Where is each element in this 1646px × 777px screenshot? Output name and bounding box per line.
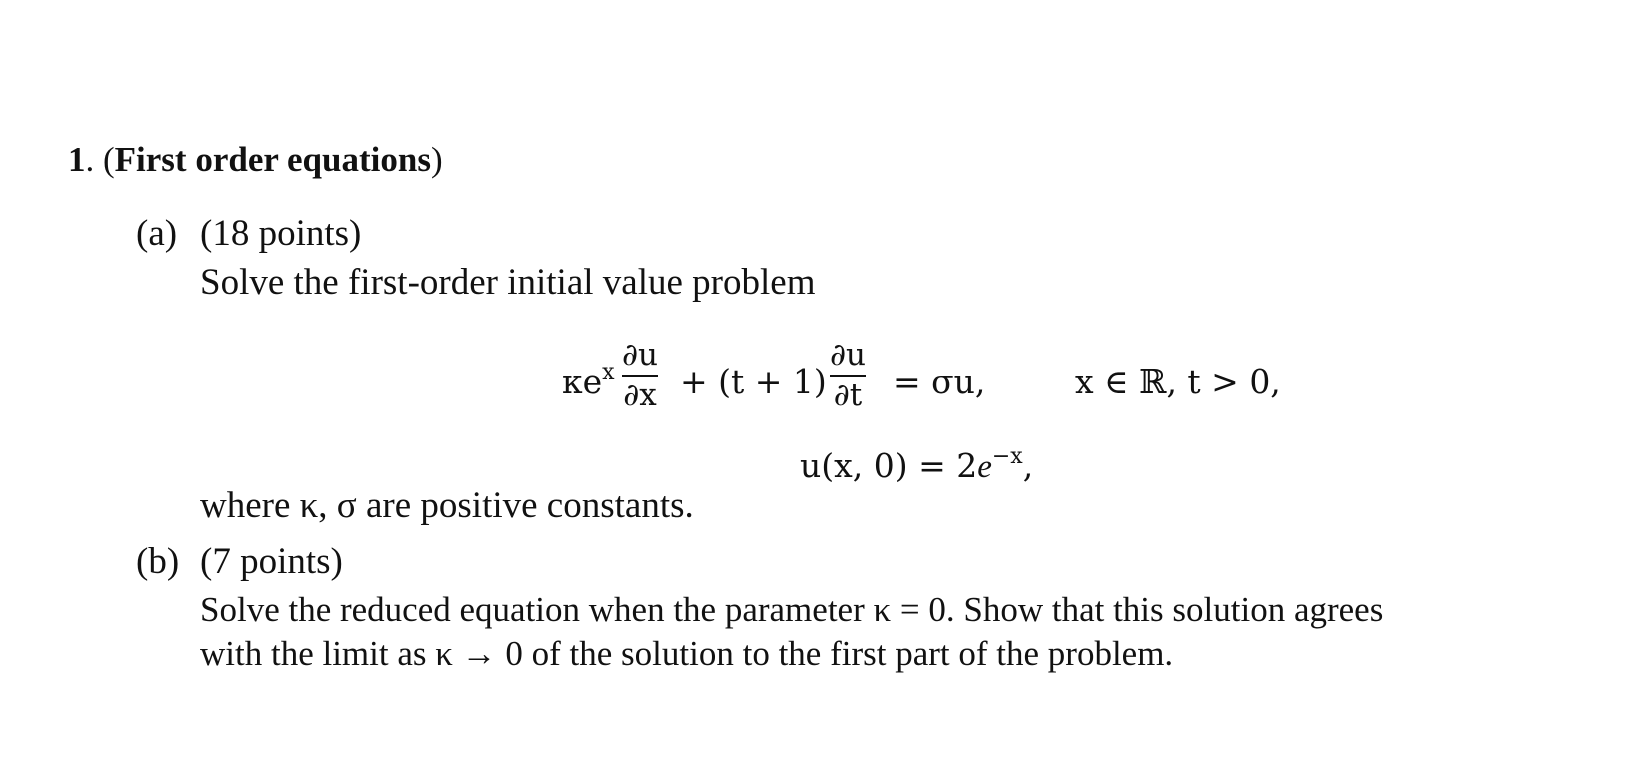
part-b-points: (7 points) <box>200 541 343 582</box>
part-a-points: (18 points) <box>200 213 362 254</box>
eq-partial-u-partial-t: ∂u ∂t <box>830 337 866 413</box>
initial-condition: u(x, $0) = 2e^{-x}$, <box>800 444 1034 485</box>
eq-partial-u-partial-x: ∂u ∂x <box>622 337 658 413</box>
problem-heading: 1. (First order equations) <box>68 140 443 179</box>
part-a-note: where κ, σ are positive constants. <box>200 485 694 526</box>
eq-exponent-x: x <box>602 360 615 385</box>
problem-number: 1 <box>68 140 86 179</box>
eq-middle-term: + (t + 1) <box>680 362 827 401</box>
part-a-instruction: Solve the first-order initial value problem <box>200 262 816 303</box>
part-b-label: (b) <box>136 541 180 582</box>
part-b-line-2: with the limit as κ → 0 of the solution to the first part of the problem. <box>200 634 1174 673</box>
part-b-line-1: Solve the reduced equation when the parameter κ = 0. Show that this solution agrees <box>200 590 1384 629</box>
eq-rhs: = σu, <box>893 362 986 401</box>
eq-domain: x ∈ ℝ, t > 0, <box>1075 362 1281 401</box>
part-a-label: (a) <box>136 213 178 254</box>
problem-title: First order equations <box>114 140 431 179</box>
eq-lhs-coefficient: $\kappa e^x$ <box>562 360 615 401</box>
